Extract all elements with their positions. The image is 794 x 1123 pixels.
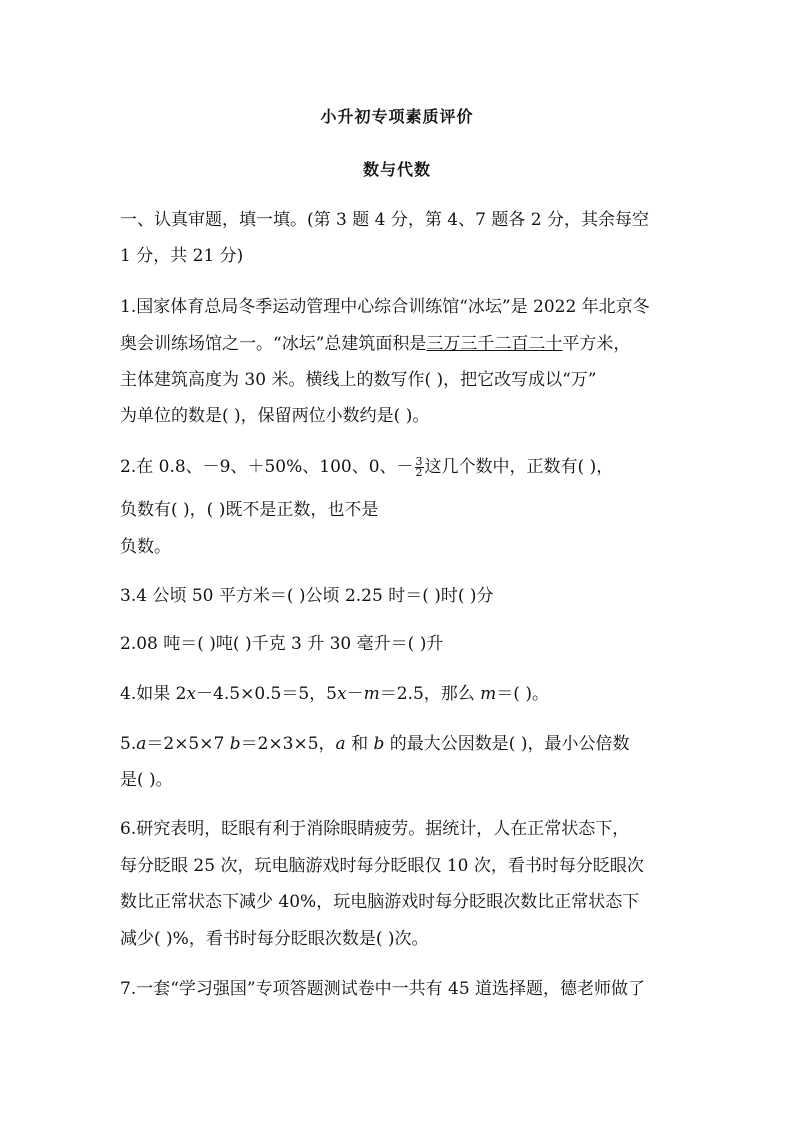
q5-var-a2: a — [335, 734, 346, 754]
q4-var-m2: m — [480, 684, 497, 704]
q4-var-m: m — [363, 684, 380, 704]
question-4 — [120, 683, 549, 705]
doc-title: 小升初专项素质评价 — [320, 107, 474, 126]
q1-line2 — [120, 333, 630, 355]
doc-subtitle: 数与代数 — [362, 160, 431, 179]
q5-text-d: 和 — [345, 734, 374, 754]
q5-line2: 是( )。 — [120, 770, 173, 790]
q6-line1: 6.研究表明，眨眼有利于消除眼睛疲劳。据统计，人在正常状态下， — [120, 819, 630, 839]
q4-text-a: 4.如果 2 — [120, 684, 187, 704]
q7-line1: 7.一套“学习强国”专项答题测试卷中一共有 45 道选择题，德老师做了 — [120, 979, 646, 999]
q5-line1 — [120, 733, 629, 755]
q4-text-c: － — [346, 684, 364, 704]
q1-line2-text-a: 奥会训练场馆之一。“冰坛”总建筑面积是 — [120, 334, 427, 354]
q3-line1: 3.4 公顷 50 平方米＝( )公顷 2.25 时＝( )时( )分 — [120, 586, 494, 606]
q6-line2: 每分眨眼 25 次，玩电脑游戏时每分眨眼仅 10 次，看书时每分眨眼次 — [120, 856, 644, 876]
q2-line2: 负数有( )，( )既不是正数，也不是 — [120, 500, 379, 520]
q4-text-e: ＝( )。 — [496, 684, 549, 704]
q2-fraction — [415, 457, 424, 478]
q1-line4: 为单位的数是( )，保留两位小数约是( )。 — [120, 406, 430, 426]
q2-line3: 负数。 — [120, 537, 171, 557]
q4-text-d: ＝2.5，那么 — [379, 684, 481, 704]
q4-var-x2: x — [337, 684, 347, 704]
q3-line2: 2.08 吨＝( )吨( )千克 3 升 30 毫升＝( )升 — [120, 634, 444, 654]
q5-text-b: ＝2×5×7 — [146, 734, 230, 754]
q2-line1 — [120, 456, 613, 478]
section1-line1: 一、认真审题，填一填。(第 3 题 4 分，第 4、7 题各 2 分，其余每空 — [120, 210, 649, 230]
q5-text-a: 5. — [120, 734, 137, 754]
q1-line2-text-b: 平方米， — [562, 334, 631, 354]
q5-var-b2: b — [373, 734, 385, 754]
q1-line1: 1.国家体育总局冬季运动管理中心综合训练馆“冰坛”是 2022 年北京冬 — [120, 297, 650, 317]
q1-line3: 主体建筑高度为 30 米。横线上的数写作( )，把它改写成以“万” — [120, 370, 597, 390]
q5-var-b: b — [229, 734, 241, 754]
q2-text-a: 2.在 0.8、－9、＋50%、100、0、－ — [120, 457, 414, 477]
q4-text-b: －4.5×0.5＝5，5 — [196, 684, 337, 704]
q2-fraction-denominator: 2 — [415, 466, 423, 479]
q2-fraction-numerator: 3 — [415, 455, 423, 468]
q5-text-e: 的最大公因数是( )，最小公倍数 — [384, 734, 630, 754]
q6-line4: 减少( )%，看书时每分眨眼次数是( )次。 — [120, 929, 429, 949]
q6-line3: 数比正常状态下减少 40%，玩电脑游戏时每分眨眼次数比正常状态下 — [120, 892, 640, 912]
q5-text-c: ＝2×3×5， — [240, 734, 336, 754]
q4-var-x: x — [186, 684, 197, 704]
q2-text-b: 这几个数中，正数有( )， — [424, 457, 614, 477]
q1-underlined-number: 三万三千二百二十 — [426, 334, 563, 354]
q5-var-a: a — [136, 734, 147, 754]
section1-line2: 1 分，共 21 分) — [120, 246, 244, 266]
